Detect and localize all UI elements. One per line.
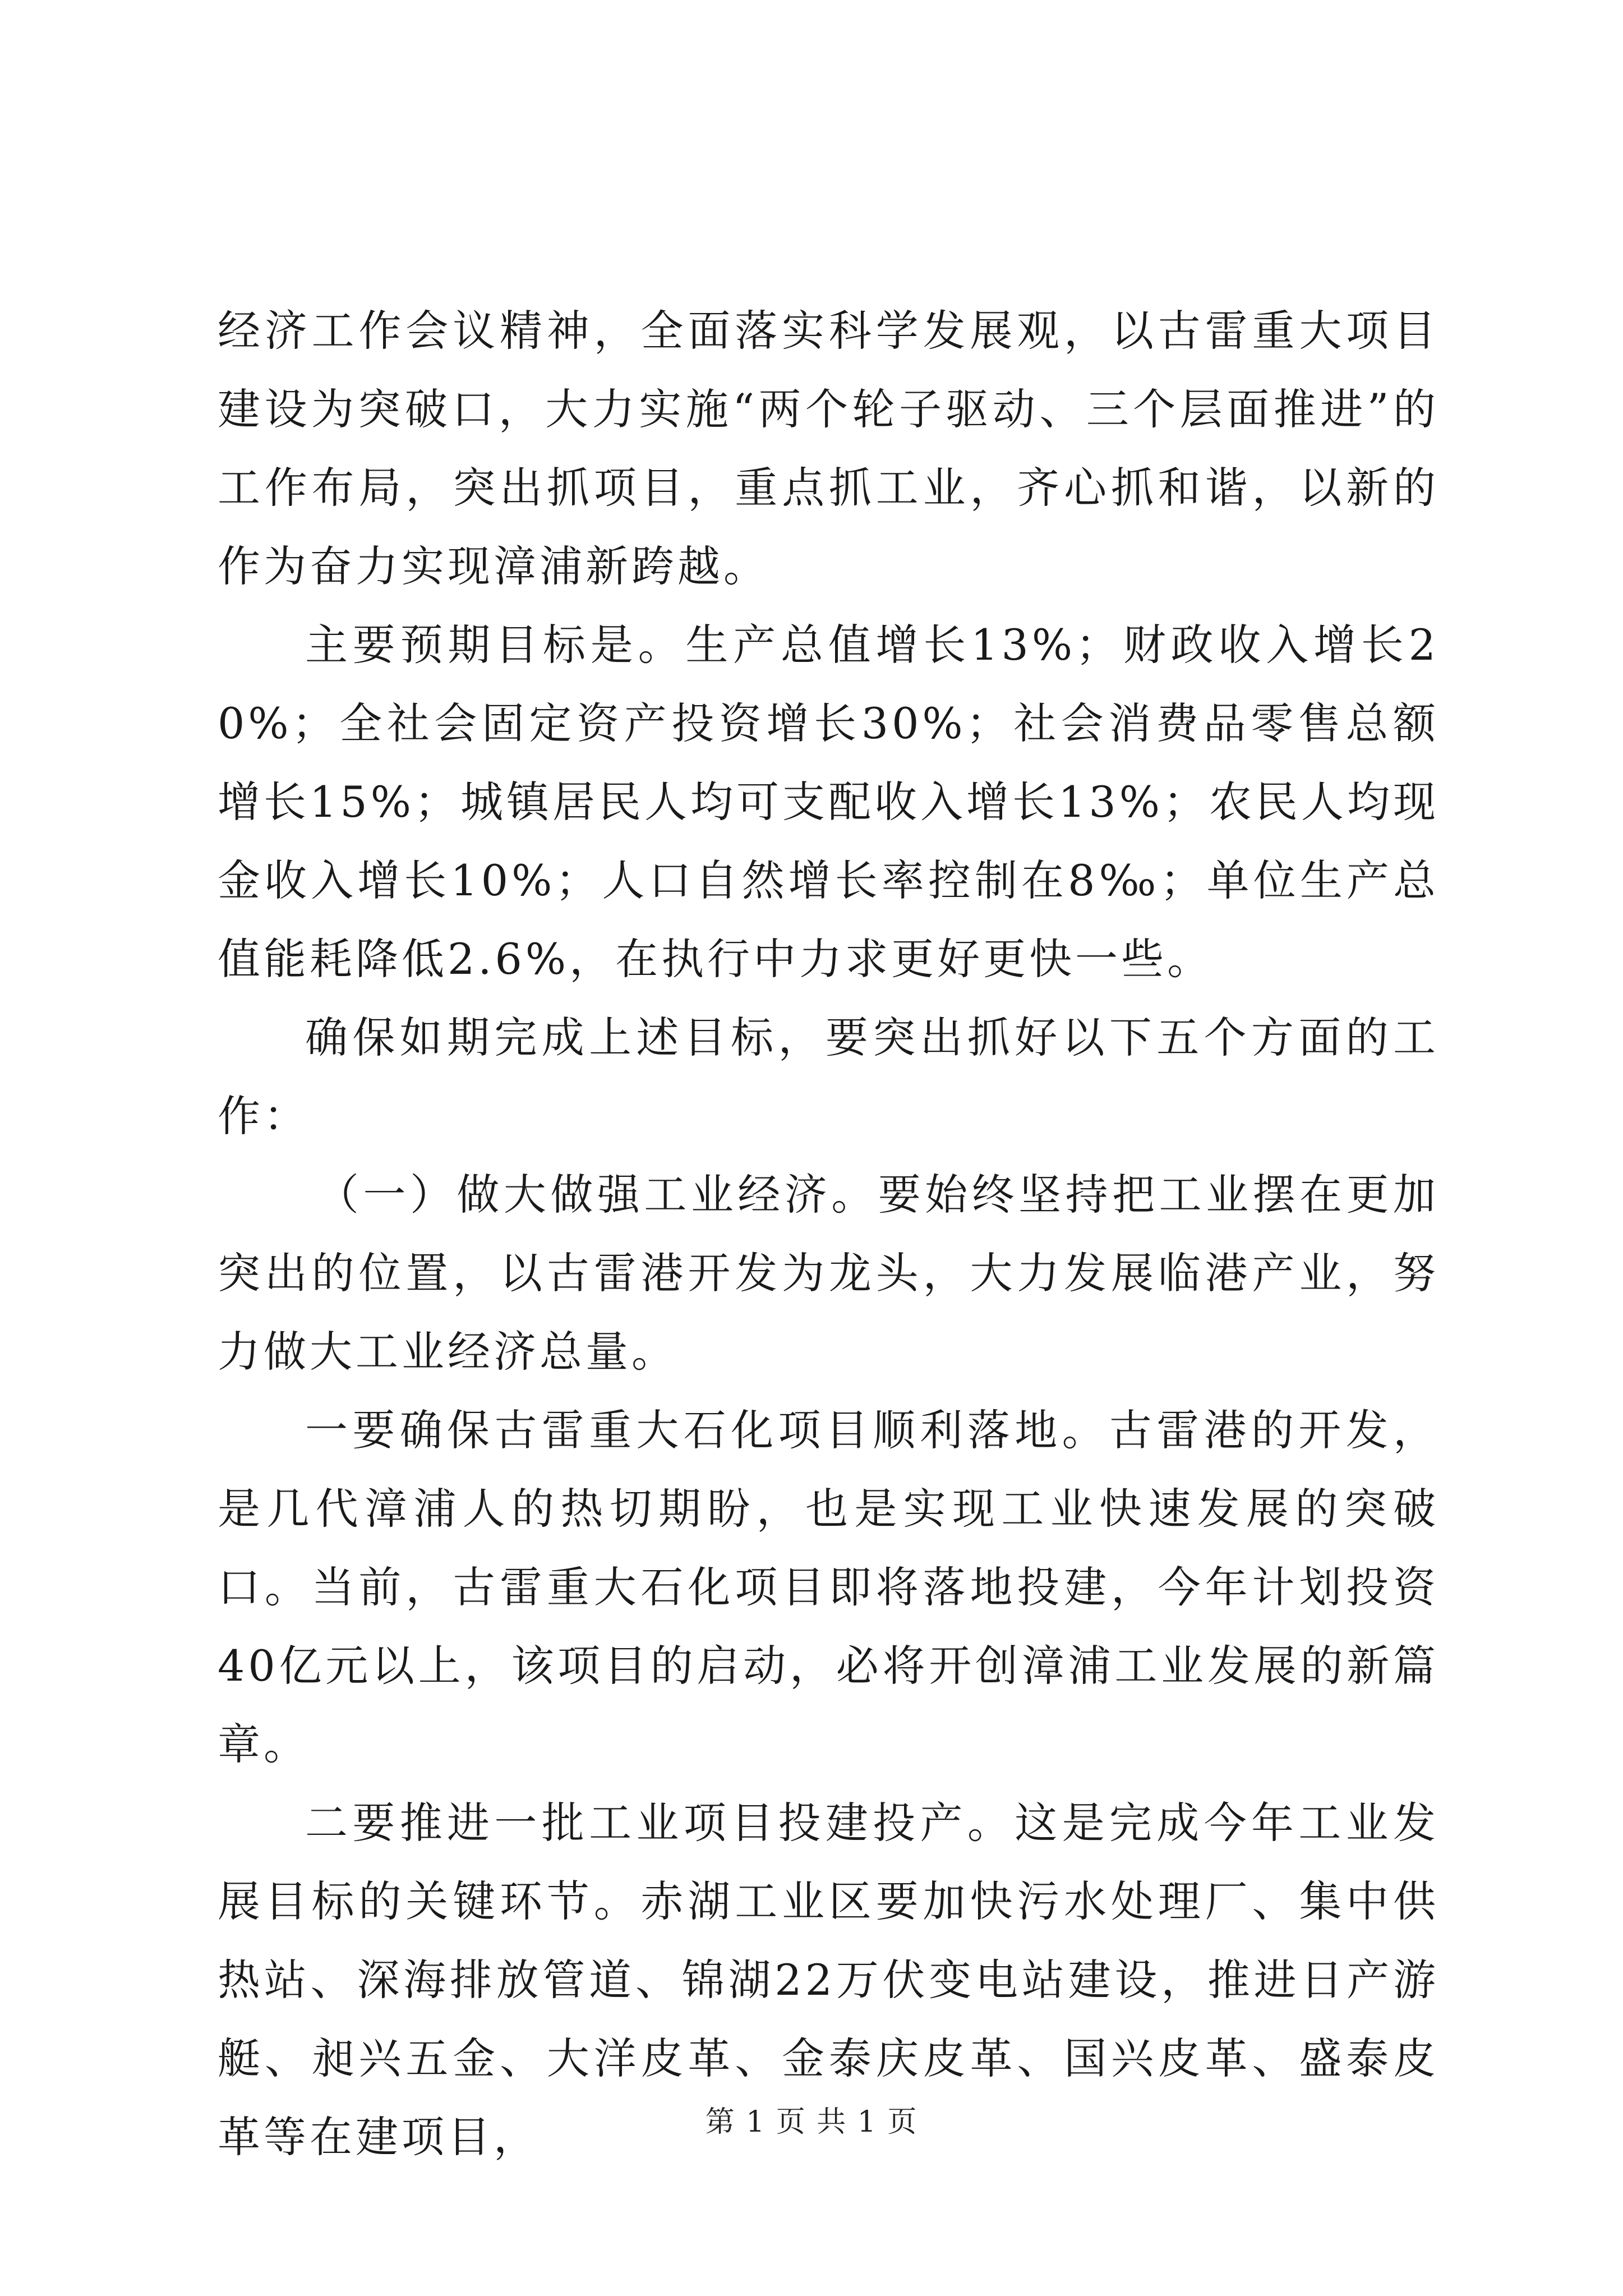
document-body <box>218 292 1439 2177</box>
paragraph-5: 一要确保古雷重大石化项目顺利落地。古雷港的开发，是几代漳浦人的热切期盼，也是实现工业快速发展的突破口。当前，古雷重大石化项目即将落地投建，今年计划投资40亿元以上，该项目的启动，必将开创漳浦工业发展的新篇章。 <box>218 1405 1439 1769</box>
paragraph-2: 主要预期目标是。生产总值增长13%；财政收入增长20%；全社会固定资产投资增长30%；社会消费品零售总额增长15%；城镇居民人均可支配收入增长13%；农民人均现金收入增长10%；人口自然增长率控制在8‰；单位生产总值能耗降低2.6%，在执行中力求更好更快一些。 <box>218 620 1439 984</box>
paragraph-6: 二要推进一批工业项目投建投产。这是完成今年工业发展目标的关键环节。赤湖工业区要加快污水处理厂、集中供热站、深海排放管道、锦湖22万伏变电站建设，推进日产游艇、昶兴五金、大洋皮革、金泰庆皮革、国兴皮革、盛泰皮革等在建项目， <box>218 1798 1439 2162</box>
paragraph-1: 经济工作会议精神，全面落实科学发展观，以古雷重大项目建设为突破口，大力实施“两个轮子驱动、三个层面推进”的工作布局，突出抓项目，重点抓工业，齐心抓和谐，以新的作为奋力实现漳浦新跨越。 <box>218 306 1439 591</box>
paragraph-4: （一）做大做强工业经济。要始终坚持把工业摆在更加突出的位置，以古雷港开发为龙头，大力发展临港产业，努力做大工业经济总量。 <box>218 1170 1439 1377</box>
paragraph-3: 确保如期完成上述目标，要突出抓好以下五个方面的工作： <box>218 1013 1439 1141</box>
page-number-footer: 第 1 页 共 1 页 <box>705 2105 918 2139</box>
